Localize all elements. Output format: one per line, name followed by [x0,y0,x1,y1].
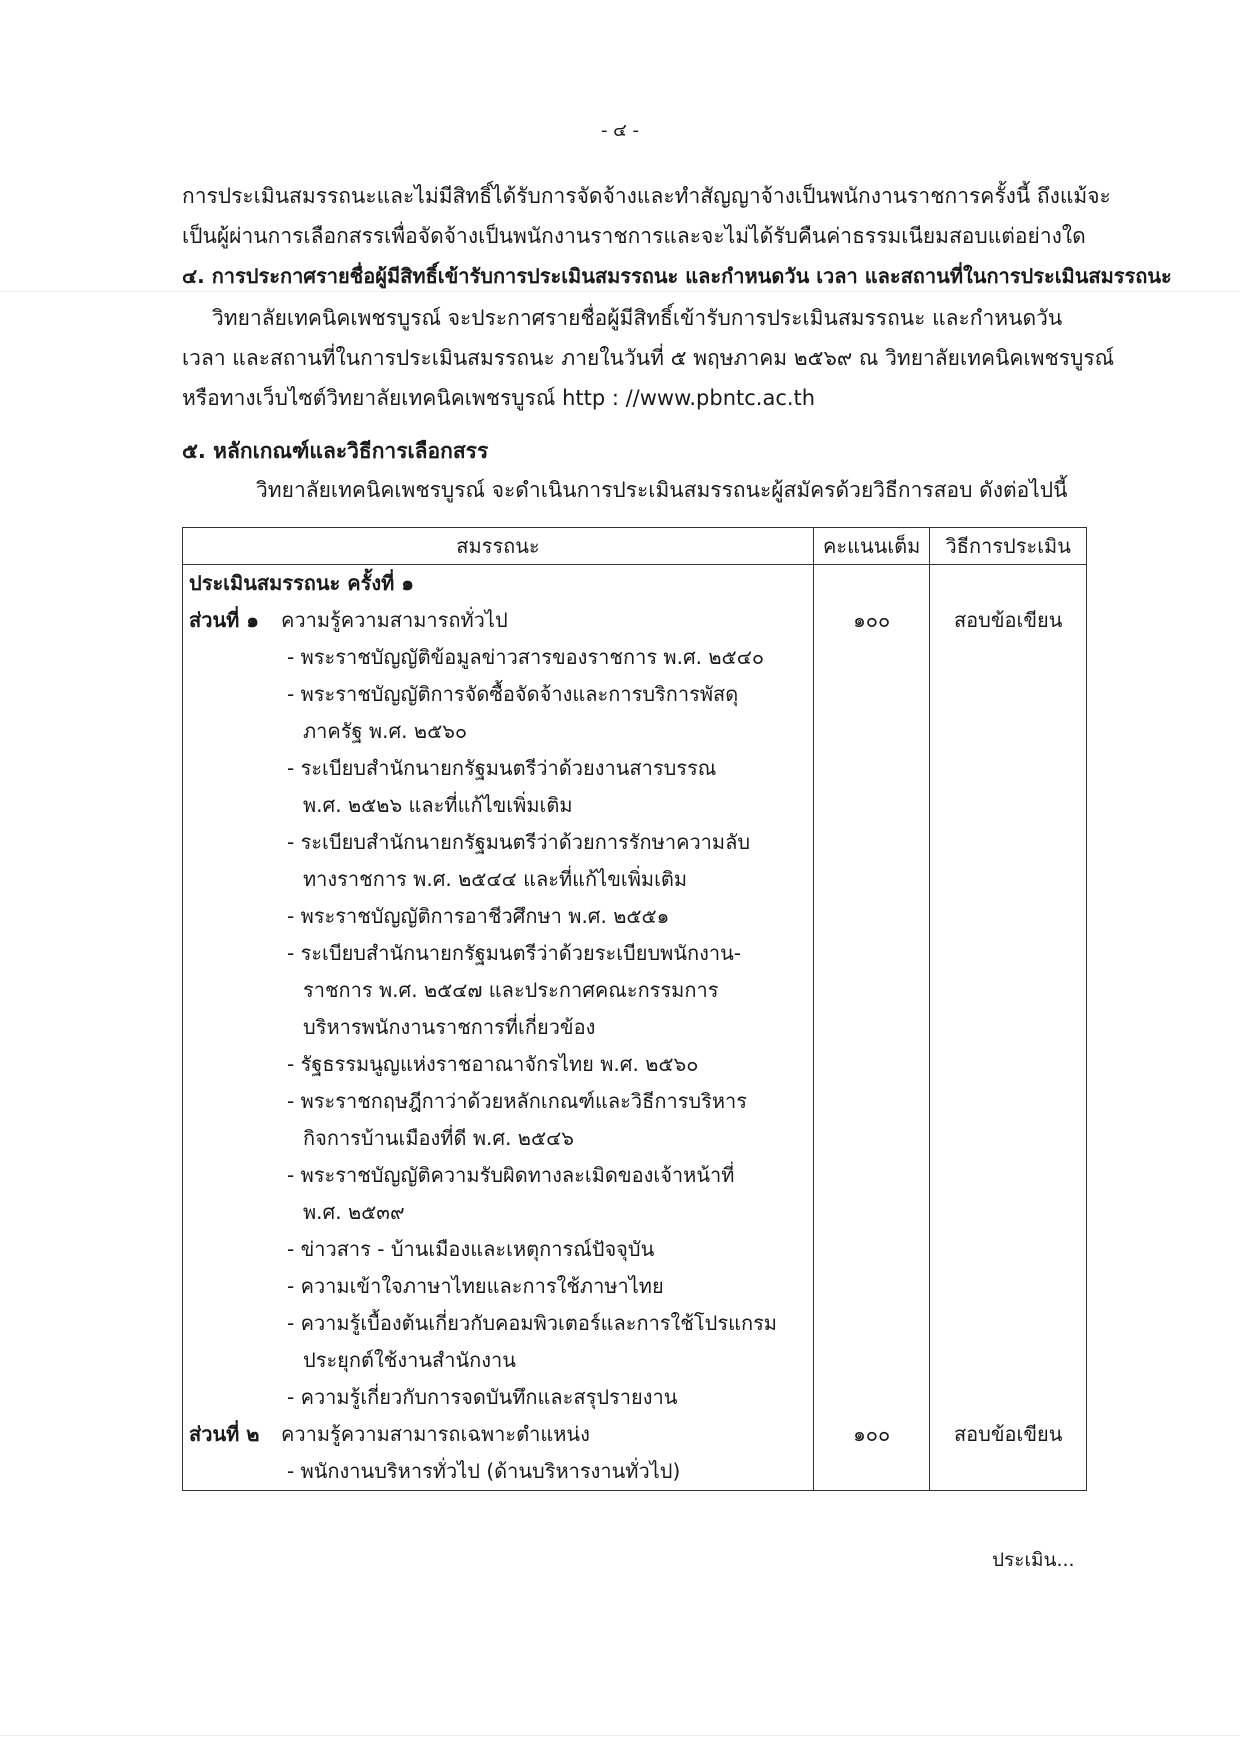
list-item: - ความรู้เบื้องต้นเกี่ยวกับคอมพิวเตอร์และการใช้โปรแกรม [287,1311,777,1335]
list-item: - พระราชบัญญัติข้อมูลข่าวสารของราชการ พ.ศ. ๒๕๔๐ [287,645,765,669]
competency-cell [183,565,814,1491]
list-item: - ข่าวสาร - บ้านเมืองและเหตุการณ์ปัจจุบัน [287,1237,655,1261]
round-title: ประเมินสมรรถนะ ครั้งที่ ๑ [189,571,414,595]
list-item: - พระราชบัญญัติความรับผิดทางละเมิดของเจ้าหน้าที่ [287,1163,735,1187]
section4-line: เวลา และสถานที่ในการประเมินสมรรถนะ ภายในวันที่ ๕ พฤษภาคม ๒๕๖๙ ณ วิทยาลัยเทคนิคเพชรบูรณ์ [182,346,1115,370]
method-cell [930,565,1087,1491]
list-item-cont: ราชการ พ.ศ. ๒๕๔๗ และประกาศคณะกรรมการ [303,978,719,1002]
list-item-cont: พ.ศ. ๒๕๓๙ [303,1200,405,1224]
list-item-cont: พ.ศ. ๒๕๒๖ และที่แก้ไขเพิ่มเติม [303,793,573,817]
header-competency: สมรรถนะ [183,528,814,565]
part1-method: สอบข้อเขียน [953,608,1063,632]
list-item: - ระเบียบสำนักนายกรัฐมนตรีว่าด้วยระเบียบพนักงาน- [287,941,741,965]
header-method: วิธีการประเมิน [930,528,1087,565]
part2-heading [183,1416,813,1453]
list-item-cont: กิจการบ้านเมืองที่ดี พ.ศ. ๒๕๔๖ [303,1126,574,1150]
list-item: - พนักงานบริหารทั่วไป (ด้านบริหารงานทั่วไป) [287,1459,681,1483]
score-cell [813,565,929,1491]
section4-line: วิทยาลัยเทคนิคเพชรบูรณ์ จะประกาศรายชื่อผู้มีสิทธิ์เข้ารับการประเมินสมรรถนะ และกำหนดวัน [212,306,1063,330]
part1-score: ๑๐๐ [853,608,891,632]
list-item-cont: ประยุกต์ใช้งานสำนักงาน [303,1348,516,1372]
list-item: - พระราชบัญญัติการอาชีวศึกษา พ.ศ. ๒๕๕๑ [287,904,670,928]
header-full-score: คะแนนเต็ม [813,528,929,565]
table-header-row [183,528,1087,565]
list-item: - ความรู้เกี่ยวกับการจดบันทึกและสรุปรายงาน [287,1385,678,1409]
section5-heading: ๕. หลักเกณฑ์และวิธีการเลือกสรร [182,439,489,463]
part1-title: ความรู้ความสามารถทั่วไป [281,608,508,632]
list-item-cont: ทางราชการ พ.ศ. ๒๕๔๔ และที่แก้ไขเพิ่มเติม [303,867,688,891]
section5-intro: วิทยาลัยเทคนิคเพชรบูรณ์ จะดำเนินการประเมินสมรรถนะผู้สมัครด้วยวิธีการสอบ ดังต่อไปนี้ [256,478,1068,502]
part2-label: ส่วนที่ ๒ [189,1422,260,1446]
part2-score: ๑๐๐ [853,1422,891,1446]
intro-line: เป็นผู้ผ่านการเลือกสรรเพื่อจัดจ้างเป็นพนักงานราชการและจะไม่ได้รับคืนค่าธรรมเนียมสอบแต่อย่างใด [182,224,1086,248]
list-item: - ความเข้าใจภาษาไทยและการใช้ภาษาไทย [287,1274,664,1298]
part1-label: ส่วนที่ ๑ [189,608,259,632]
section4-heading: ๔. การประกาศรายชื่อผู้มีสิทธิ์เข้ารับการประเมินสมรรถนะ และกำหนดวัน เวลา และสถานที่ในการประเมินสมรรถนะ [182,264,1172,288]
intro-line: การประเมินสมรรถนะและไม่มีสิทธิ์ได้รับการจัดจ้างและทำสัญญาจ้างเป็นพนักงานราชการครั้งนี้ ถึงแม้จะ [182,184,1111,208]
competency-table [182,527,1087,1491]
page-number: - ๔ - [600,120,640,141]
part2-method: สอบข้อเขียน [953,1422,1063,1446]
list-item: - ระเบียบสำนักนายกรัฐมนตรีว่าด้วยงานสารบรรณ [287,756,717,780]
section4-line: หรือทางเว็บไซต์วิทยาลัยเทคนิคเพชรบูรณ์ http : //www.pbntc.ac.th [182,386,816,410]
part1-heading [183,602,813,639]
part2-title: ความรู้ความสามารถเฉพาะตำแหน่ง [281,1422,590,1446]
list-item: - รัฐธรรมนูญแห่งราชอาณาจักรไทย พ.ศ. ๒๕๖๐ [287,1052,699,1076]
list-item: - พระราชกฤษฎีกาว่าด้วยหลักเกณฑ์และวิธีการบริหาร [287,1089,748,1113]
table-row-part1 [183,565,1087,1491]
scan-edge [0,1735,1240,1736]
list-item: - พระราชบัญญัติการจัดซื้อจัดจ้างและการบริการพัสดุ [287,682,739,706]
list-item-cont: ภาครัฐ พ.ศ. ๒๕๖๐ [303,719,468,743]
continuation-text: ประเมิน... [992,1549,1075,1571]
list-item-cont: บริหารพนักงานราชการที่เกี่ยวข้อง [303,1015,596,1039]
list-item: - ระเบียบสำนักนายกรัฐมนตรีว่าด้วยการรักษาความลับ [287,830,751,854]
